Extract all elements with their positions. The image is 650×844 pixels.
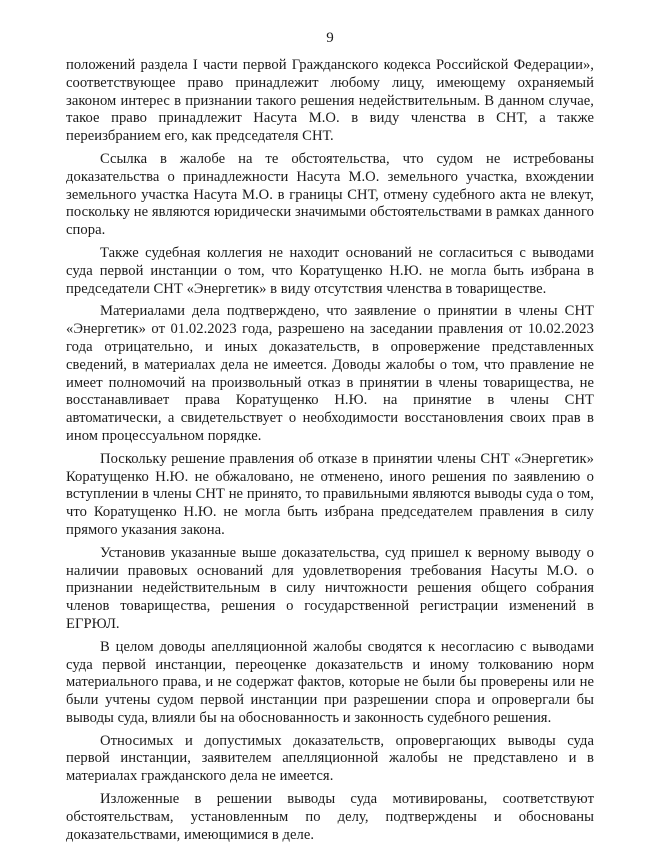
paragraph-4: Материалами дела подтверждено, что заявление о принятии в члены СНТ «Энергетик» от 01.02.2023 года, разрешено на заседании правления от 10.02.2023 года отрицательно, и иных доказательств, в опровержение представленных сведений, в материалах дела не имеется. Доводы жалобы о том, что правление не имеет полномочий на произвольный отказ в принятии в члены товарищества, не восстанавливает права Коратущенко Н.Ю. на принятие в члены СНТ автоматически, а свидетельствует о необходимости восстановления своих прав в ином процессуальном порядке.: [66, 303, 594, 444]
paragraph-8: Относимых и допустимых доказательств, опровергающих выводы суда первой инстанции, заявителем апелляционной жалобы не представлено и в материалах гражданского дела не имеется.: [66, 732, 594, 785]
paragraph-7: В целом доводы апелляционной жалобы сводятся к несогласию с выводами суда первой инстанции, переоценке доказательств и иному толкованию норм материального права, и не содержат фактов, которые не были бы проверены или не были учтены судом первой инстанции при разрешении спора и опровергали бы выводы суда, влияли бы на обоснованность и законность судебного решения.: [66, 638, 594, 726]
paragraph-1: положений раздела I части первой Гражданского кодекса Российской Федерации», соответствующее право принадлежит любому лицу, имеющему охраняемый законом интерес в признании такого решения недействительным. В данном случае, такое право принадлежит Насута М.О. в виду членства в СНТ, а также переизбранием его, как председателя СНТ.: [66, 57, 594, 145]
paragraph-9: Изложенные в решении выводы суда мотивированы, соответствуют обстоятельствам, установленным по делу, подтверждены и обоснованы доказательствами, имеющимися в деле.: [66, 791, 594, 843]
page-number: 9: [326, 30, 334, 46]
paragraph-6: Установив указанные выше доказательства, суд пришел к верному выводу о наличии правовых оснований для удовлетворения требования Насуты М.О. о признании недействительным в силу ничтожности решения общего собрания членов товарищества, решения о государственной регистрации изменений в ЕГРЮЛ.: [66, 544, 594, 632]
paragraph-2: Ссылка в жалобе на те обстоятельства, что судом не истребованы доказательства о принадлежности Насута М.О. земельного участка, вхождении земельного участка Насута М.О. в границы СНТ, отмену судебного акта не влекут, поскольку не являются юридически значимыми обстоятельствами в рамках данного спора.: [66, 150, 594, 239]
paragraph-5: Поскольку решение правления об отказе в принятии члены СНТ «Энергетик» Коратущенко Н.Ю. не обжаловано, не отменено, иного решения по заявлению о вступлении в члены СНТ не принято, то правильными являются выводы суда о том, что Коратущенко Н.Ю. не могла быть избрана председателем правления в силу прямого указания закона.: [66, 450, 594, 538]
paragraph-3: Также судебная коллегия не находит оснований не согласиться с выводами суда первой инстанции о том, что Коратущенко Н.Ю. не могла быть избрана в председатели СНТ «Энергетик» в виду отсутствия членства в товариществе.: [66, 244, 594, 297]
